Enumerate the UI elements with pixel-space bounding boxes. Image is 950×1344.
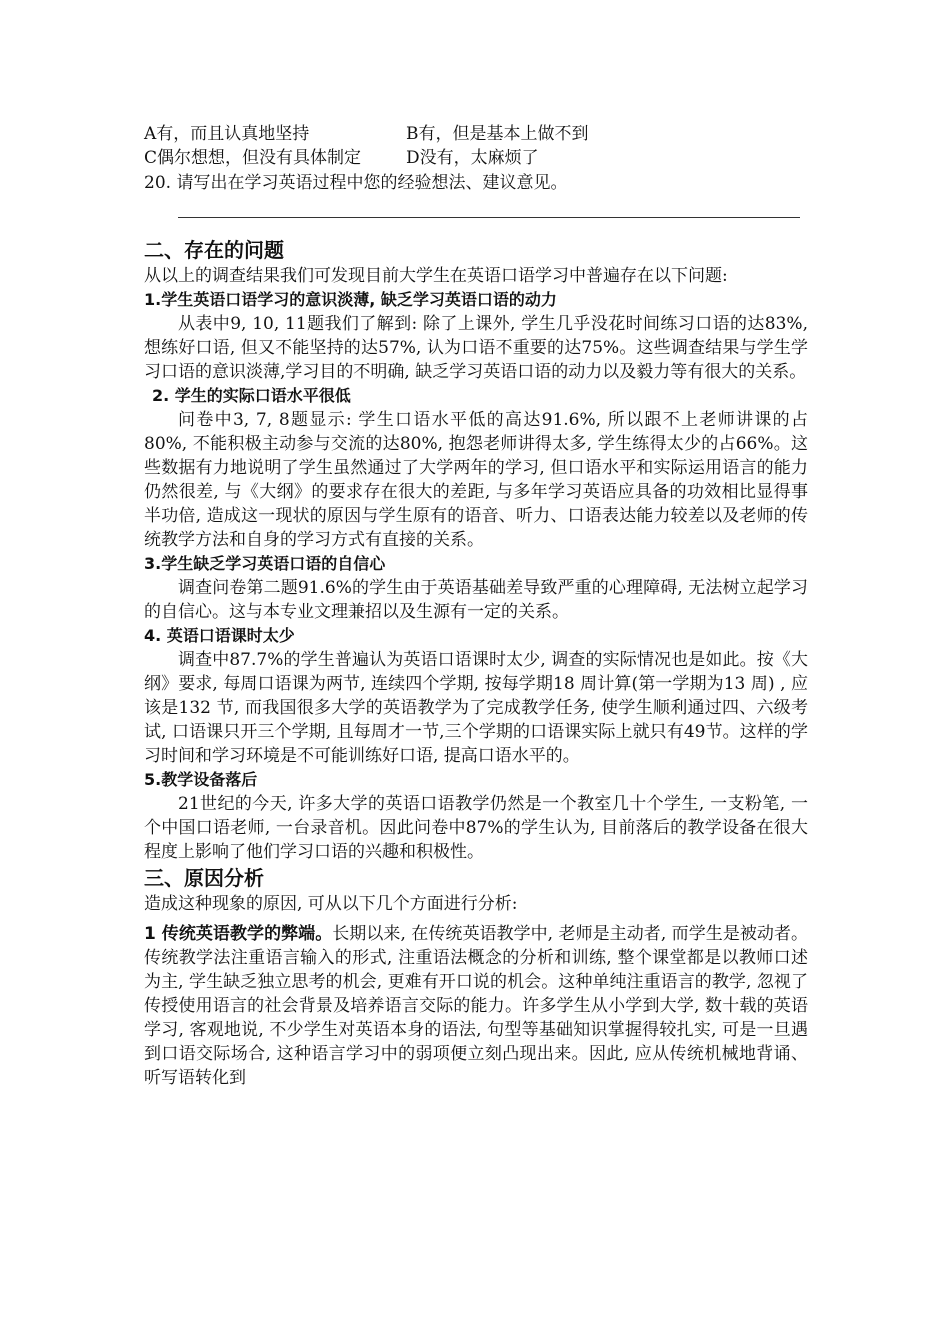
section-3-intro: 造成这种现象的原因, 可从以下几个方面进行分析:	[144, 894, 518, 914]
problem-3-heading: 3.学生缺乏学习英语口语的自信心	[144, 554, 386, 573]
cause-1-lead: 1 传统英语教学的弊端。	[144, 924, 333, 944]
problem-2-heading: 2. 学生的实际口语水平很低	[152, 386, 351, 405]
option-c: C偶尔想想，但没有具体制定	[144, 148, 362, 168]
horizontal-rule	[178, 217, 800, 218]
problem-5-body: 21世纪的今天, 许多大学的英语口语教学仍然是一个教室几十个学生, 一支粉笔, 一个中国口语老师, 一台录音机。因此问卷中87%的学生认为, 目前落后的教学设备在很大程度上影响了他们学习口语的兴趣和积极性。	[144, 794, 808, 862]
document-body	[144, 122, 808, 1090]
problem-5-heading: 5.教学设备落后	[144, 770, 258, 789]
option-d: D没有，太麻烦了	[406, 148, 539, 168]
problem-2-body: 问卷中3, 7, 8题显示: 学生口语水平低的高达91.6%, 所以跟不上老师讲课的占80%, 不能积极主动参与交流的达80%, 抱怨老师讲得太多, 学生练得太少的占66%。这些数据有力地说明了学生虽然通过了大学两年的学习, 但口语水平和实际运用语言的能力仍然很差, 与《大纲》的要求存在很大的差距, 与多年学习英语应具备的功效相比显得事半功倍, 造成这一现状的原因与学生原有的语音、听力、口语表达能力较差以及老师的传统教学方法和自身的学习方式有直接的关系。	[144, 410, 808, 550]
option-row-cd	[144, 146, 808, 170]
problem-3-body: 调查问卷第二题91.6%的学生由于英语基础差导致严重的心理障碍, 无法树立起学习的自信心。这与本专业文理兼招以及生源有一定的关系。	[144, 578, 808, 622]
question-20: 20. 请写出在学习英语过程中您的经验想法、建议意见。	[144, 173, 568, 193]
section-3-title: 三、原因分析	[144, 866, 264, 890]
cause-1-body: 长期以来, 在传统英语教学中, 老师是主动者, 而学生是被动者。传统教学法注重语言输入的形式, 注重语法概念的分析和训练, 整个课堂都是以教师口述为主, 学生缺乏独立思考的机会, 更难有开口说的机会。这种单纯注重语言的教学, 忽视了传授使用语言的社会背景及培养语言交际的能力。许多学生从小学到大学, 数十载的英语学习, 客观地说, 不少学生对英语本身的语法, 句型等基础知识掌握得较扎实, 可是一旦遇到口语交际场合, 这种语言学习中的弱项便立刻凸现出来。因此, 应从传统机械地背诵、听写语转化到	[144, 924, 808, 1088]
option-b: B有，但是基本上做不到	[406, 124, 589, 144]
section-2-title: 二、存在的问题	[144, 238, 284, 262]
problem-4-heading: 4. 英语口语课时太少	[144, 626, 295, 645]
cause-1-paragraph	[144, 922, 808, 1090]
problem-1-body: 从表中9, 10, 11题我们了解到: 除了上课外, 学生几乎没花时间练习口语的达83%,想练好口语, 但又不能坚持的达57%, 认为口语不重要的达75%。这些调查结果与学生学习口语的意识淡薄,学习目的不明确, 缺乏学习英语口语的动力以及毅力等有很大的关系。	[144, 314, 808, 382]
problem-4-body: 调查中87.7%的学生普遍认为英语口语课时太少, 调查的实际情况也是如此。按《大纲》要求, 每周口语课为两节, 连续四个学期, 按每学期18 周计算(第一学期为13 周) , 应该是132 节, 而我国很多大学的英语教学为了完成教学任务, 使学生顺利通过四、六级考试, 口语课只开三个学期, 且每周才一节,三个学期的口语课实际上就只有49节。这样的学习时间和学习环境是不可能训练好口语, 提高口语水平的。	[144, 650, 809, 766]
option-a: A有，而且认真地坚持	[144, 124, 310, 144]
problem-1-heading: 1.学生英语口语学习的意识淡薄, 缺乏学习英语口语的动力	[144, 290, 557, 309]
section-2-intro: 从以上的调查结果我们可发现目前大学生在英语口语学习中普遍存在以下问题:	[144, 266, 728, 286]
option-row-ab	[144, 122, 808, 146]
